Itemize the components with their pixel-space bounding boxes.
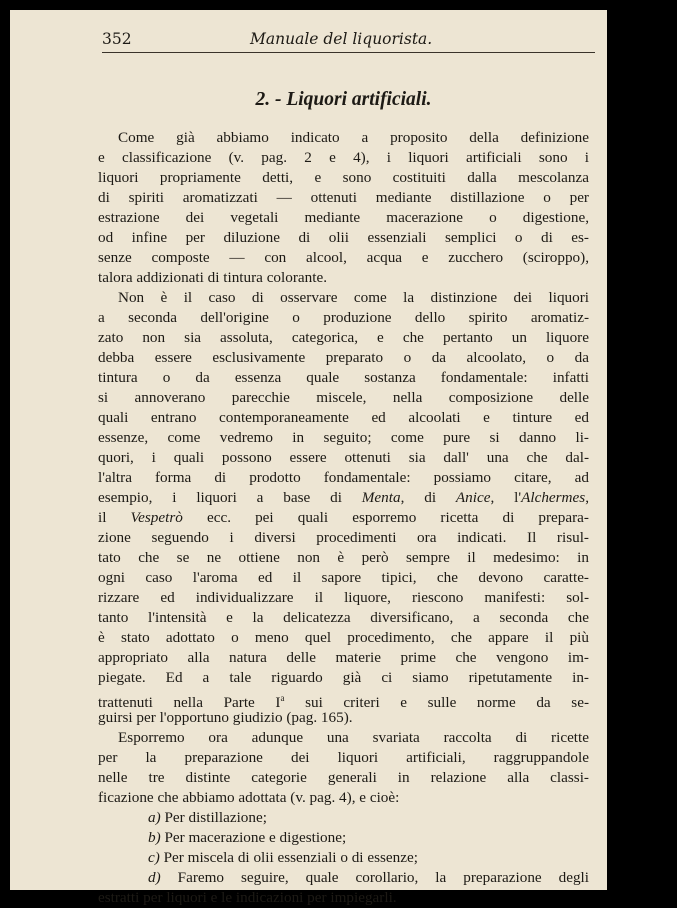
- text-line: senze composte — con alcool, acqua e zucchero (sciroppo),: [98, 249, 589, 266]
- text-line: estrazione dei vegetali mediante macerazione o digestione,: [98, 209, 589, 226]
- text-run: esempio, i liquori a base di: [98, 489, 362, 506]
- text-line: Come già abbiamo indicato a proposito della definizione: [118, 129, 589, 146]
- text-line: essenze, come vedremo in seguito; come pure si danno li-: [98, 429, 589, 446]
- list-marker: c): [148, 849, 160, 866]
- text-line: rizzare ed individualizzare il liquore, riescono manifesti: sol-: [98, 589, 589, 606]
- book-page: [10, 10, 607, 906]
- text-line: di spiriti aromatizzati — ottenuti mediante distillazione o per: [98, 189, 589, 206]
- text-line: [98, 488, 589, 508]
- text-line: Non è il caso di osservare come la distinzione dei liquori: [118, 289, 589, 306]
- list-marker: d): [148, 869, 161, 886]
- liquor-name: Menta: [361, 489, 401, 506]
- text-run: ecc. pei quali esporremo ricetta di prepara-: [182, 509, 589, 526]
- text-line: liquori propriamente detti, e sono costituiti dalla mescolanza: [98, 169, 589, 186]
- text-line: è stato adottato o meno quel procedimento, che appare il più: [98, 629, 589, 646]
- text-line: ogni caso l'aroma ed il sapore tipici, che devono caratte-: [98, 569, 589, 586]
- text-line: od infine per diluzione di olii essenziali semplici o di es-: [98, 229, 589, 246]
- list-item: [148, 828, 346, 848]
- text-line: si annoverano parecchie miscele, nella composizione delle: [98, 389, 589, 406]
- list-marker: a): [148, 809, 161, 826]
- text-line: appropriato alla natura delle materie prime che vengono im-: [98, 649, 589, 666]
- text-line: debba essere esclusivamente preparato o da alcoolato, o da: [98, 349, 589, 366]
- text-run: ,: [585, 489, 589, 506]
- list-text: Per distillazione;: [160, 809, 267, 826]
- text-line: quali entrano contemporaneamente ed alcoolati e tinture ed: [98, 409, 589, 426]
- list-item: [148, 848, 418, 868]
- liquor-name: Anice: [455, 489, 491, 506]
- text-run: , di: [400, 489, 456, 506]
- list-item: [148, 868, 589, 888]
- text-line: piegate. Ed a tale riguardo già ci siamo ripetutamente in-: [98, 669, 589, 686]
- list-text: Per miscela di olii essenziali o di essenze;: [159, 849, 418, 866]
- text-line: [98, 508, 589, 528]
- text-line: talora addizionati di tintura colorante.: [98, 269, 327, 286]
- text-run: sui criteri e sulle norme da se-: [284, 694, 589, 712]
- list-item: [148, 808, 267, 828]
- text-line: quori, i quali possono essere ottenuti sia dall' una che dal-: [98, 449, 589, 466]
- page-number: 352: [102, 30, 132, 48]
- text-line: guirsi per l'opportuno giudizio (pag. 165).: [98, 709, 353, 726]
- text-line: e classificazione (v. pag. 2 e 4), i liquori artificiali sono i: [98, 149, 589, 166]
- text-run: trattenuti nella Parte I: [98, 694, 281, 712]
- text-line: estratti per liquori e le indicazioni per impiegarli.: [98, 889, 397, 906]
- chapter-title: 2. - Liquori artificiali.: [255, 89, 432, 110]
- list-text: Per macerazione e digestione;: [160, 829, 347, 846]
- text-line: tanto l'intensità e la delicatezza diversificano, a seconda che: [98, 609, 589, 626]
- text-run: il: [98, 509, 131, 526]
- text-line: tato che se ne ottiene non è però sempre il medesimo: in: [98, 549, 589, 566]
- header-rule: [102, 52, 595, 53]
- text-line: ficazione che abbiamo adottata (v. pag. 4), e cioè:: [98, 789, 400, 806]
- text-line: l'altra forma di prodotto fondamentale: possiamo citare, ad: [98, 469, 589, 486]
- text-line: zato non sia assoluta, categorica, e che pertanto un liquore: [98, 329, 589, 346]
- text-run: , l': [490, 489, 522, 506]
- list-text: Faremo seguire, quale corollario, la preparazione degli: [160, 869, 589, 886]
- text-line: nelle tre distinte categorie generali in relazione alla classi-: [98, 769, 589, 786]
- liquor-name: Alchermes: [521, 489, 586, 506]
- list-marker: b): [148, 829, 161, 846]
- page-header: [102, 30, 602, 52]
- text-line: per la preparazione dei liquori artificiali, raggruppandole: [98, 749, 589, 766]
- text-line: zione seguendo i diversi procedimenti ora indicati. Il risul-: [98, 529, 589, 546]
- text-line: a seconda dell'origine o produzione dello spirito aromatiz-: [98, 309, 589, 326]
- liquor-name: Vespetrò: [130, 509, 183, 526]
- text-line: Esporremo ora adunque una svariata raccolta di ricette: [118, 729, 589, 746]
- running-title: Manuale del liquorista.: [250, 30, 433, 48]
- text-line: tintura o da essenza quale sostanza fondamentale: infatti: [98, 369, 589, 386]
- superscript: a: [280, 693, 285, 703]
